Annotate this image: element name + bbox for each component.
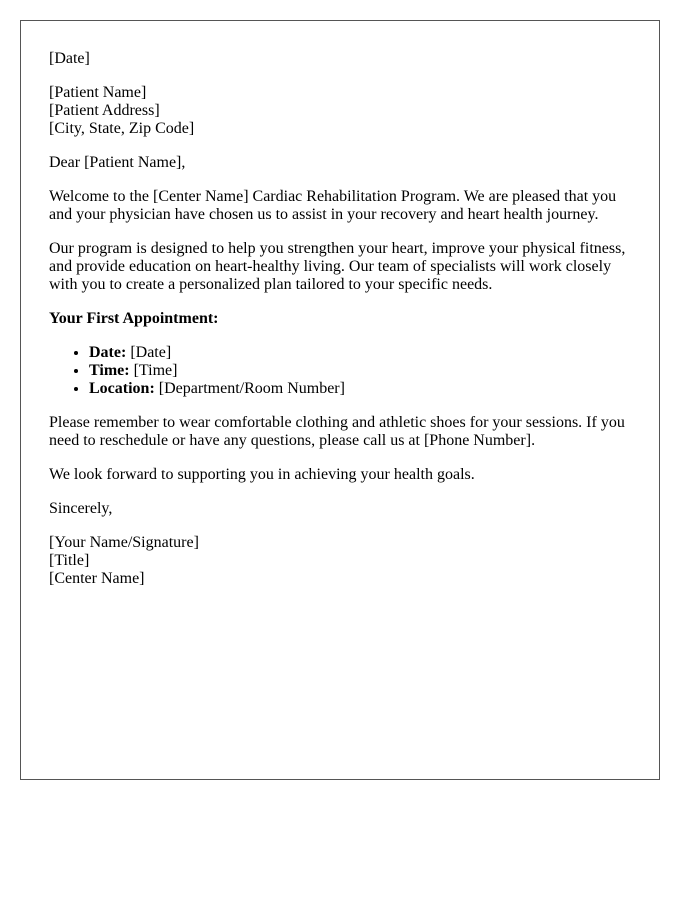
recipient-address-block (49, 84, 631, 138)
reminder-paragraph: Please remember to wear comfortable clothing and athletic shoes for your sessions. If you need to reschedule or have any questions, please call us at [Phone Number]. (49, 414, 625, 449)
recipient-address: [Patient Address] (49, 102, 160, 119)
appointment-location-item (89, 380, 631, 398)
appointment-date-value: [Date] (130, 344, 172, 361)
look-forward-paragraph: We look forward to supporting you in achieving your health goals. (49, 466, 475, 483)
appointment-date-label: Date: (89, 344, 127, 361)
signature-name: [Your Name/Signature] (49, 534, 199, 551)
letter-date: [Date] (49, 50, 90, 67)
recipient-name: [Patient Name] (49, 84, 147, 101)
appointment-time-value: [Time] (133, 362, 178, 379)
appointment-time-label: Time: (89, 362, 130, 379)
signature-center: [Center Name] (49, 570, 145, 587)
letter-page (20, 20, 660, 780)
signature-block (49, 534, 631, 588)
appointment-location-label: Location: (89, 380, 155, 397)
program-paragraph: Our program is designed to help you strengthen your heart, improve your physical fitness, and provide education on heart-healthy living. Our team of specialists will work closely with you to create a personalized plan tailored to your specific needs. (49, 240, 626, 293)
appointment-time-item (89, 362, 631, 380)
salutation: Dear [Patient Name], (49, 154, 186, 171)
appointment-location-value: [Department/Room Number] (158, 380, 345, 397)
appointment-details-list (49, 344, 631, 398)
welcome-paragraph: Welcome to the [Center Name] Cardiac Rehabilitation Program. We are pleased that you and your physician have chosen us to assist in your recovery and heart health journey. (49, 188, 617, 223)
signoff: Sincerely, (49, 500, 113, 517)
signature-title: [Title] (49, 552, 90, 569)
appointment-date-item (89, 344, 631, 362)
appointment-heading: Your First Appointment: (49, 310, 219, 327)
recipient-city-state-zip: [City, State, Zip Code] (49, 120, 195, 137)
